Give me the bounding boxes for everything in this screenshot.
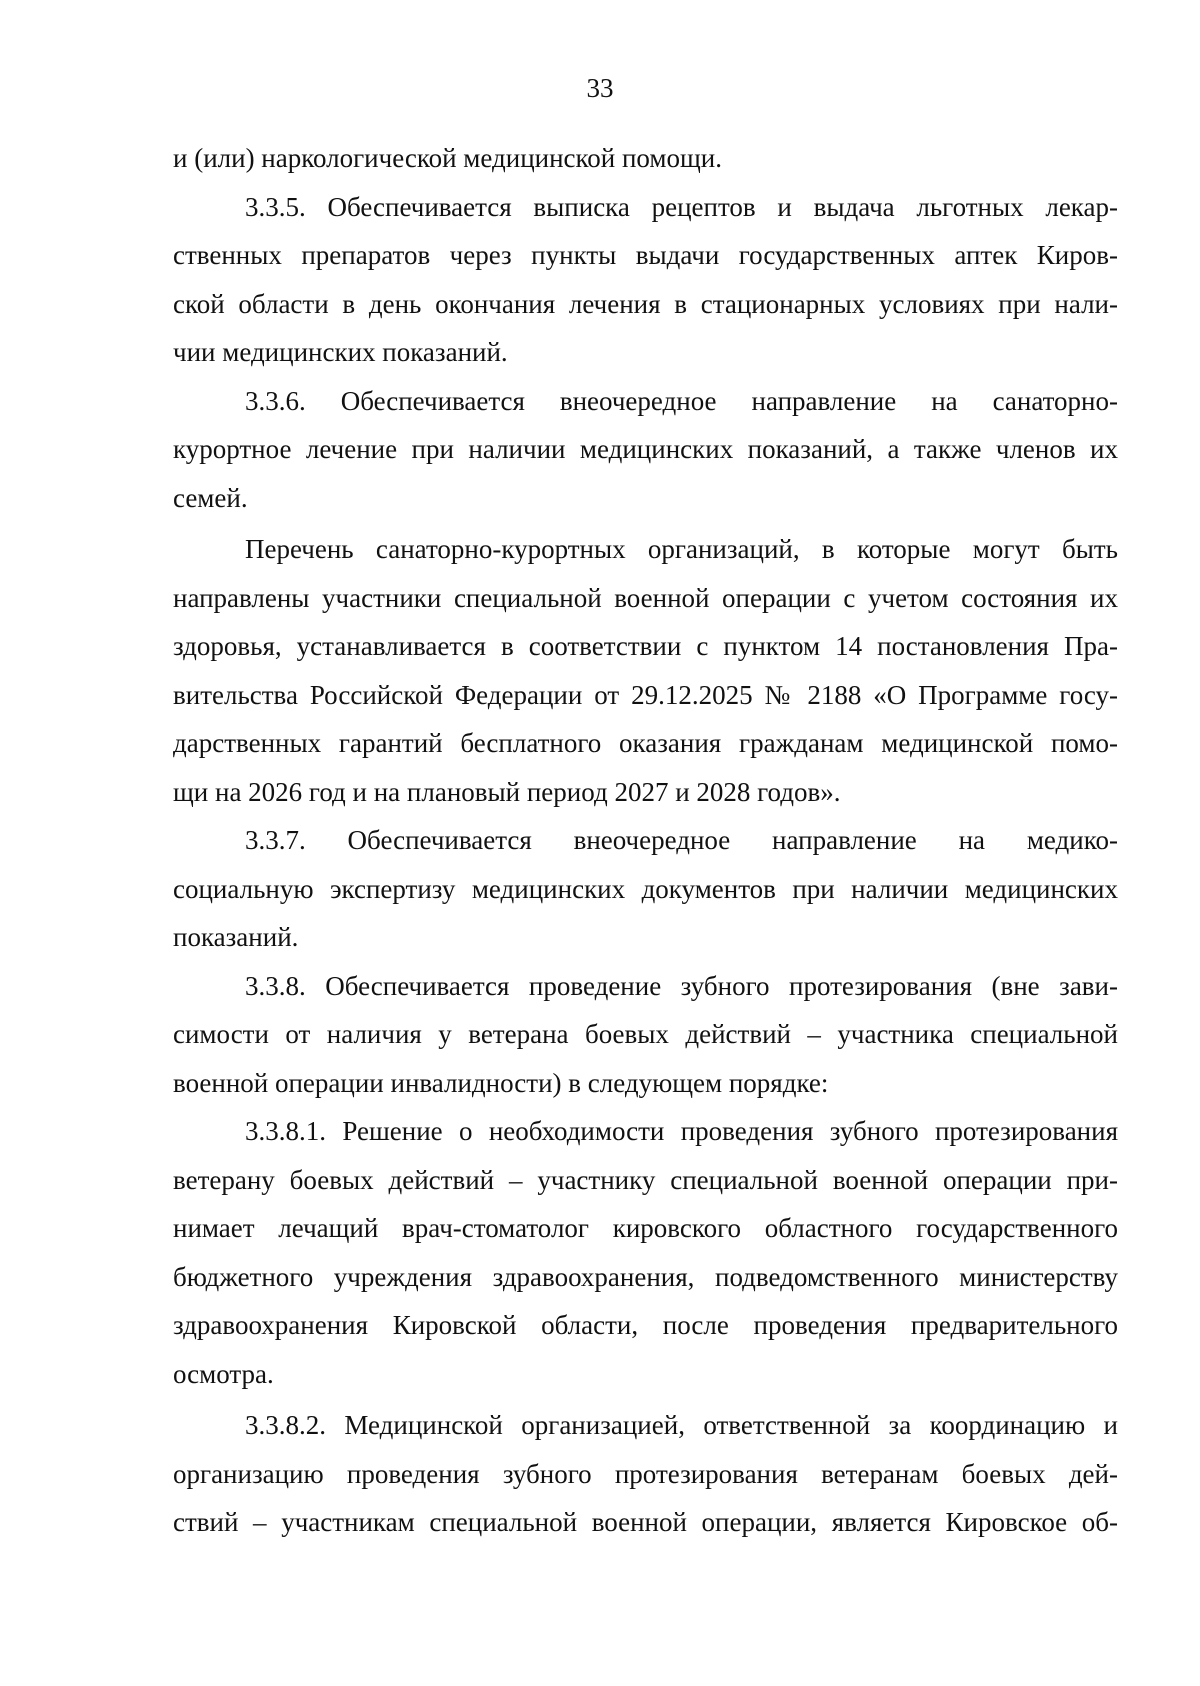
text-line: и (или) наркологической медицинской помощи.	[173, 143, 722, 173]
document-body	[173, 134, 1118, 1547]
paragraph-3-3-8-2-line: ствий – участникам специальной военной операции, является Кировское об-	[173, 1507, 1118, 1537]
paragraph-3-3-8-1-line: 3.3.8.1. Решение о необходимости проведения зубного протезирования	[245, 1116, 1118, 1146]
paragraph-3-3-8-line: военной операции инвалидности) в следующем порядке:	[173, 1067, 829, 1098]
paragraph-3-3-8-1-line: осмотра.	[173, 1358, 274, 1389]
paragraph-3-3-8-2-line: организацию проведения зубного протезирования ветеранам боевых дей-	[173, 1458, 1118, 1489]
paragraph-sanatorium-list-line: здоровья, устанавливается в соответствии с пунктом 14 постановления Пра-	[173, 631, 1118, 661]
paragraph-sanatorium-list-line: дарственных гарантий бесплатного оказания гражданам медицинской помо-	[173, 728, 1118, 758]
paragraph-3-3-7-line: социальную экспертизу медицинских документов при наличии медицинских	[173, 873, 1118, 904]
paragraph-3-3-8-1-line: ветерану боевых действий – участнику специальной военной операции при-	[173, 1164, 1118, 1195]
paragraph-3-3-8-line: симости от наличия у ветерана боевых действий – участника специальной	[173, 1019, 1118, 1049]
paragraph-3-3-8-1-line: здравоохранения Кировской области, после проведения предварительного	[173, 1310, 1118, 1340]
paragraph-sanatorium-list-line: щи на 2026 год и на плановый период 2027 и 2028 годов».	[173, 776, 841, 807]
page-number: 33	[586, 73, 614, 103]
paragraph-3-3-6-line: семей.	[173, 482, 248, 513]
paragraph-3-3-5-line: чии медицинских показаний.	[173, 337, 508, 367]
paragraph-3-3-8-1-line: бюджетного учреждения здравоохранения, подведомственного министерству	[173, 1261, 1118, 1292]
paragraph-sanatorium-list-line: вительства Российской Федерации от 29.12.2025 № 2188 «О Программе госу-	[173, 679, 1118, 710]
paragraph-3-3-6-line: 3.3.6. Обеспечивается внеочередное направление на санаторно-	[245, 385, 1118, 416]
paragraph-3-3-8-line: 3.3.8. Обеспечивается проведение зубного протезирования (вне зави-	[245, 970, 1118, 1001]
paragraph-sanatorium-list-line: Перечень санаторно-курортных организаций, в которые могут быть	[245, 534, 1118, 564]
paragraph-3-3-6-line: курортное лечение при наличии медицинских показаний, а также членов их	[173, 434, 1118, 464]
paragraph-3-3-8-2-line: 3.3.8.2. Медицинской организацией, ответственной за координацию и	[245, 1410, 1118, 1440]
paragraph-3-3-5-line: ственных препаратов через пункты выдачи государственных аптек Киров-	[173, 240, 1118, 270]
paragraph-3-3-5-line: 3.3.5. Обеспечивается выписка рецептов и выдача льготных лекар-	[245, 191, 1118, 222]
paragraph-3-3-8-1-line: нимает лечащий врач-стоматолог кировского областного государственного	[173, 1213, 1118, 1243]
paragraph-3-3-7-line: 3.3.7. Обеспечивается внеочередное направление на медико-	[245, 825, 1118, 855]
paragraph-sanatorium-list-line: направлены участники специальной военной операции с учетом состояния их	[173, 582, 1118, 613]
paragraph-3-3-7-line: показаний.	[173, 922, 299, 952]
paragraph-3-3-5-line: ской области в день окончания лечения в стационарных условиях при нали-	[173, 288, 1118, 319]
